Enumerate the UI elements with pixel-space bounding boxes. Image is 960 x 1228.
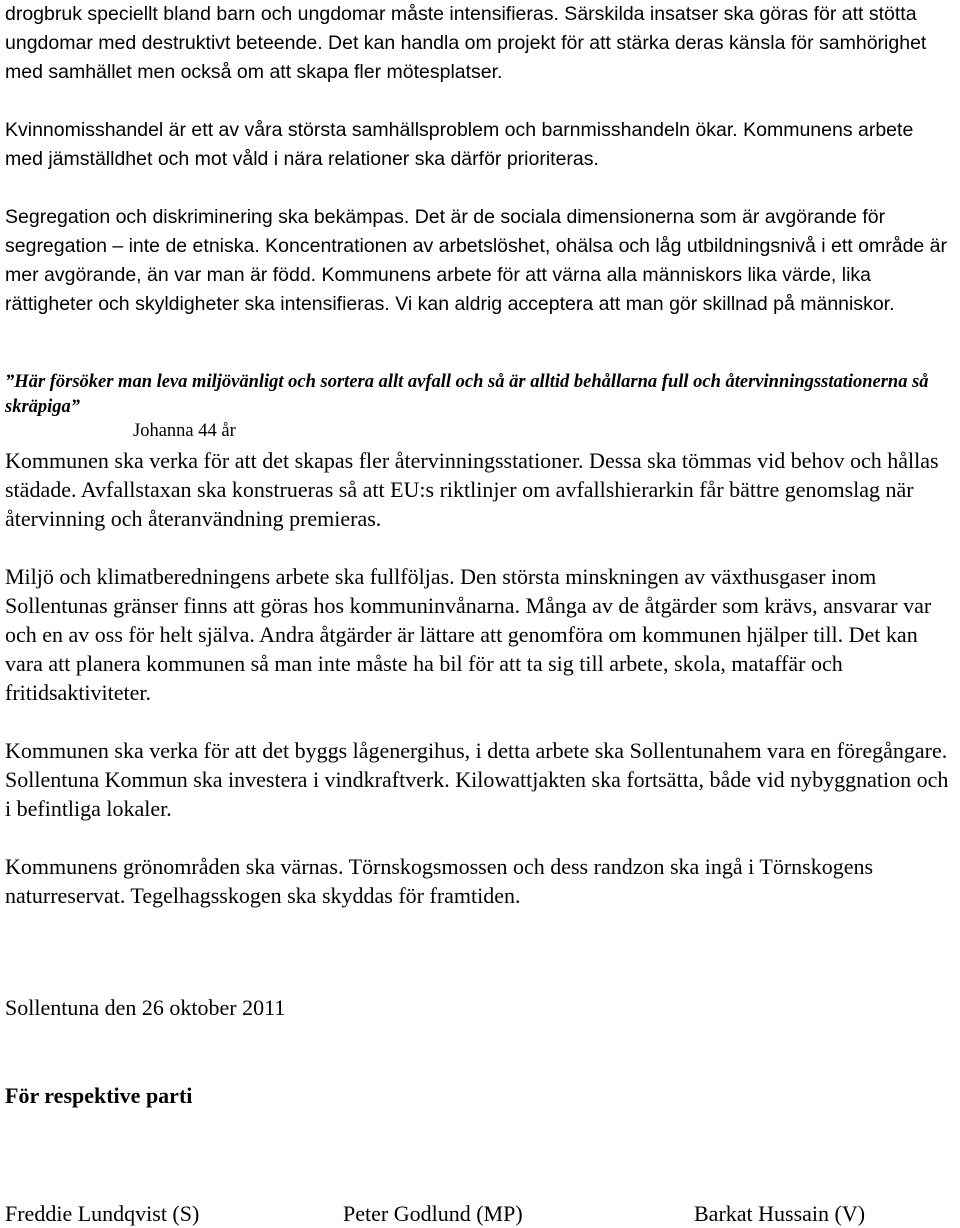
- citizen-quote: [5, 370, 955, 442]
- signatory-mp: Peter Godlund (MP): [343, 1201, 523, 1226]
- paragraph-drug-prevention: drogbruk speciellt bland barn och ungdomar måste intensifieras. Särskilda insatser ska göras för att stötta ungdomar med destruktivt beteende. Det kan handla om projekt för att stärka deras känsla för samhörighet med samhället men också om att skapa fler mötesplatser.: [5, 3, 927, 83]
- quote-text: ”Här försöker man leva miljövänligt och sortera allt avfall och så är alltid behållarna full och återvinningsstationerna så skräpiga”: [5, 372, 929, 417]
- paragraph-climate: Miljö och klimatberedningens arbete ska fullföljas. Den största minskningen av växthusgaser inom Sollentunas gränser finns att göras hos kommuninvånarna. Många av de åtgärder som krävs, ansvarar var och en av oss för helt själva. Andra åtgärder är lättare att genomföra om kommunen hjälper till. Det kan vara att planera kommunen så man inte måste ha bil för att ta sig till arbete, skola, mataffär och fritidsaktiviteter.: [5, 564, 932, 705]
- paragraph-green-areas: Kommunens grönområden ska värnas. Törnskogsmossen och dess randzon ska ingå i Törnskogens naturreservat. Tegelhagsskogen ska skyddas för framtiden.: [5, 854, 874, 908]
- place-and-date: Sollentuna den 26 oktober 2011: [5, 995, 286, 1020]
- signatory-v: Barkat Hussain (V): [694, 1201, 866, 1226]
- paragraph-domestic-violence: Kvinnomisshandel är ett av våra största samhällsproblem och barnmisshandeln ökar. Kommunens arbete med jämställdhet och mot våld i nära relationer ska därför prioriteras.: [5, 119, 914, 170]
- quote-attribution: Johanna 44 år: [133, 421, 236, 441]
- paragraph-energy: Kommunen ska verka för att det byggs lågenergihus, i detta arbete ska Sollentunahem vara en föregångare. Sollentuna Kommun ska investera i vindkraftverk. Kilowattjakten ska fortsätta, både vid nybyggnation och i befintliga lokaler.: [5, 738, 949, 821]
- paragraph-segregation: Segregation och diskriminering ska bekämpas. Det är de sociala dimensionerna som är avgörande för segregation – inte de etniska. Koncentrationen av arbetslöshet, ohälsa och låg utbildningsnivå i ett område är mer avgörande, än var man är född. Kommunens arbete för att värna alla människors lika värde, lika rättigheter och skyldigheter ska intensifieras. Vi kan aldrig acceptera att man gör skillnad på människor.: [5, 206, 948, 315]
- signatory-s: Freddie Lundqvist (S): [5, 1201, 200, 1226]
- paragraph-recycling: Kommunen ska verka för att det skapas fler återvinningsstationer. Dessa ska tömmas vid behov och hållas städade. Avfallstaxan ska konstrueras så att EU:s riktlinjer om avfallshierarkin får bättre genomslag när återvinning och återanvändning premieras.: [5, 448, 939, 531]
- signature-heading: För respektive parti: [5, 1083, 193, 1108]
